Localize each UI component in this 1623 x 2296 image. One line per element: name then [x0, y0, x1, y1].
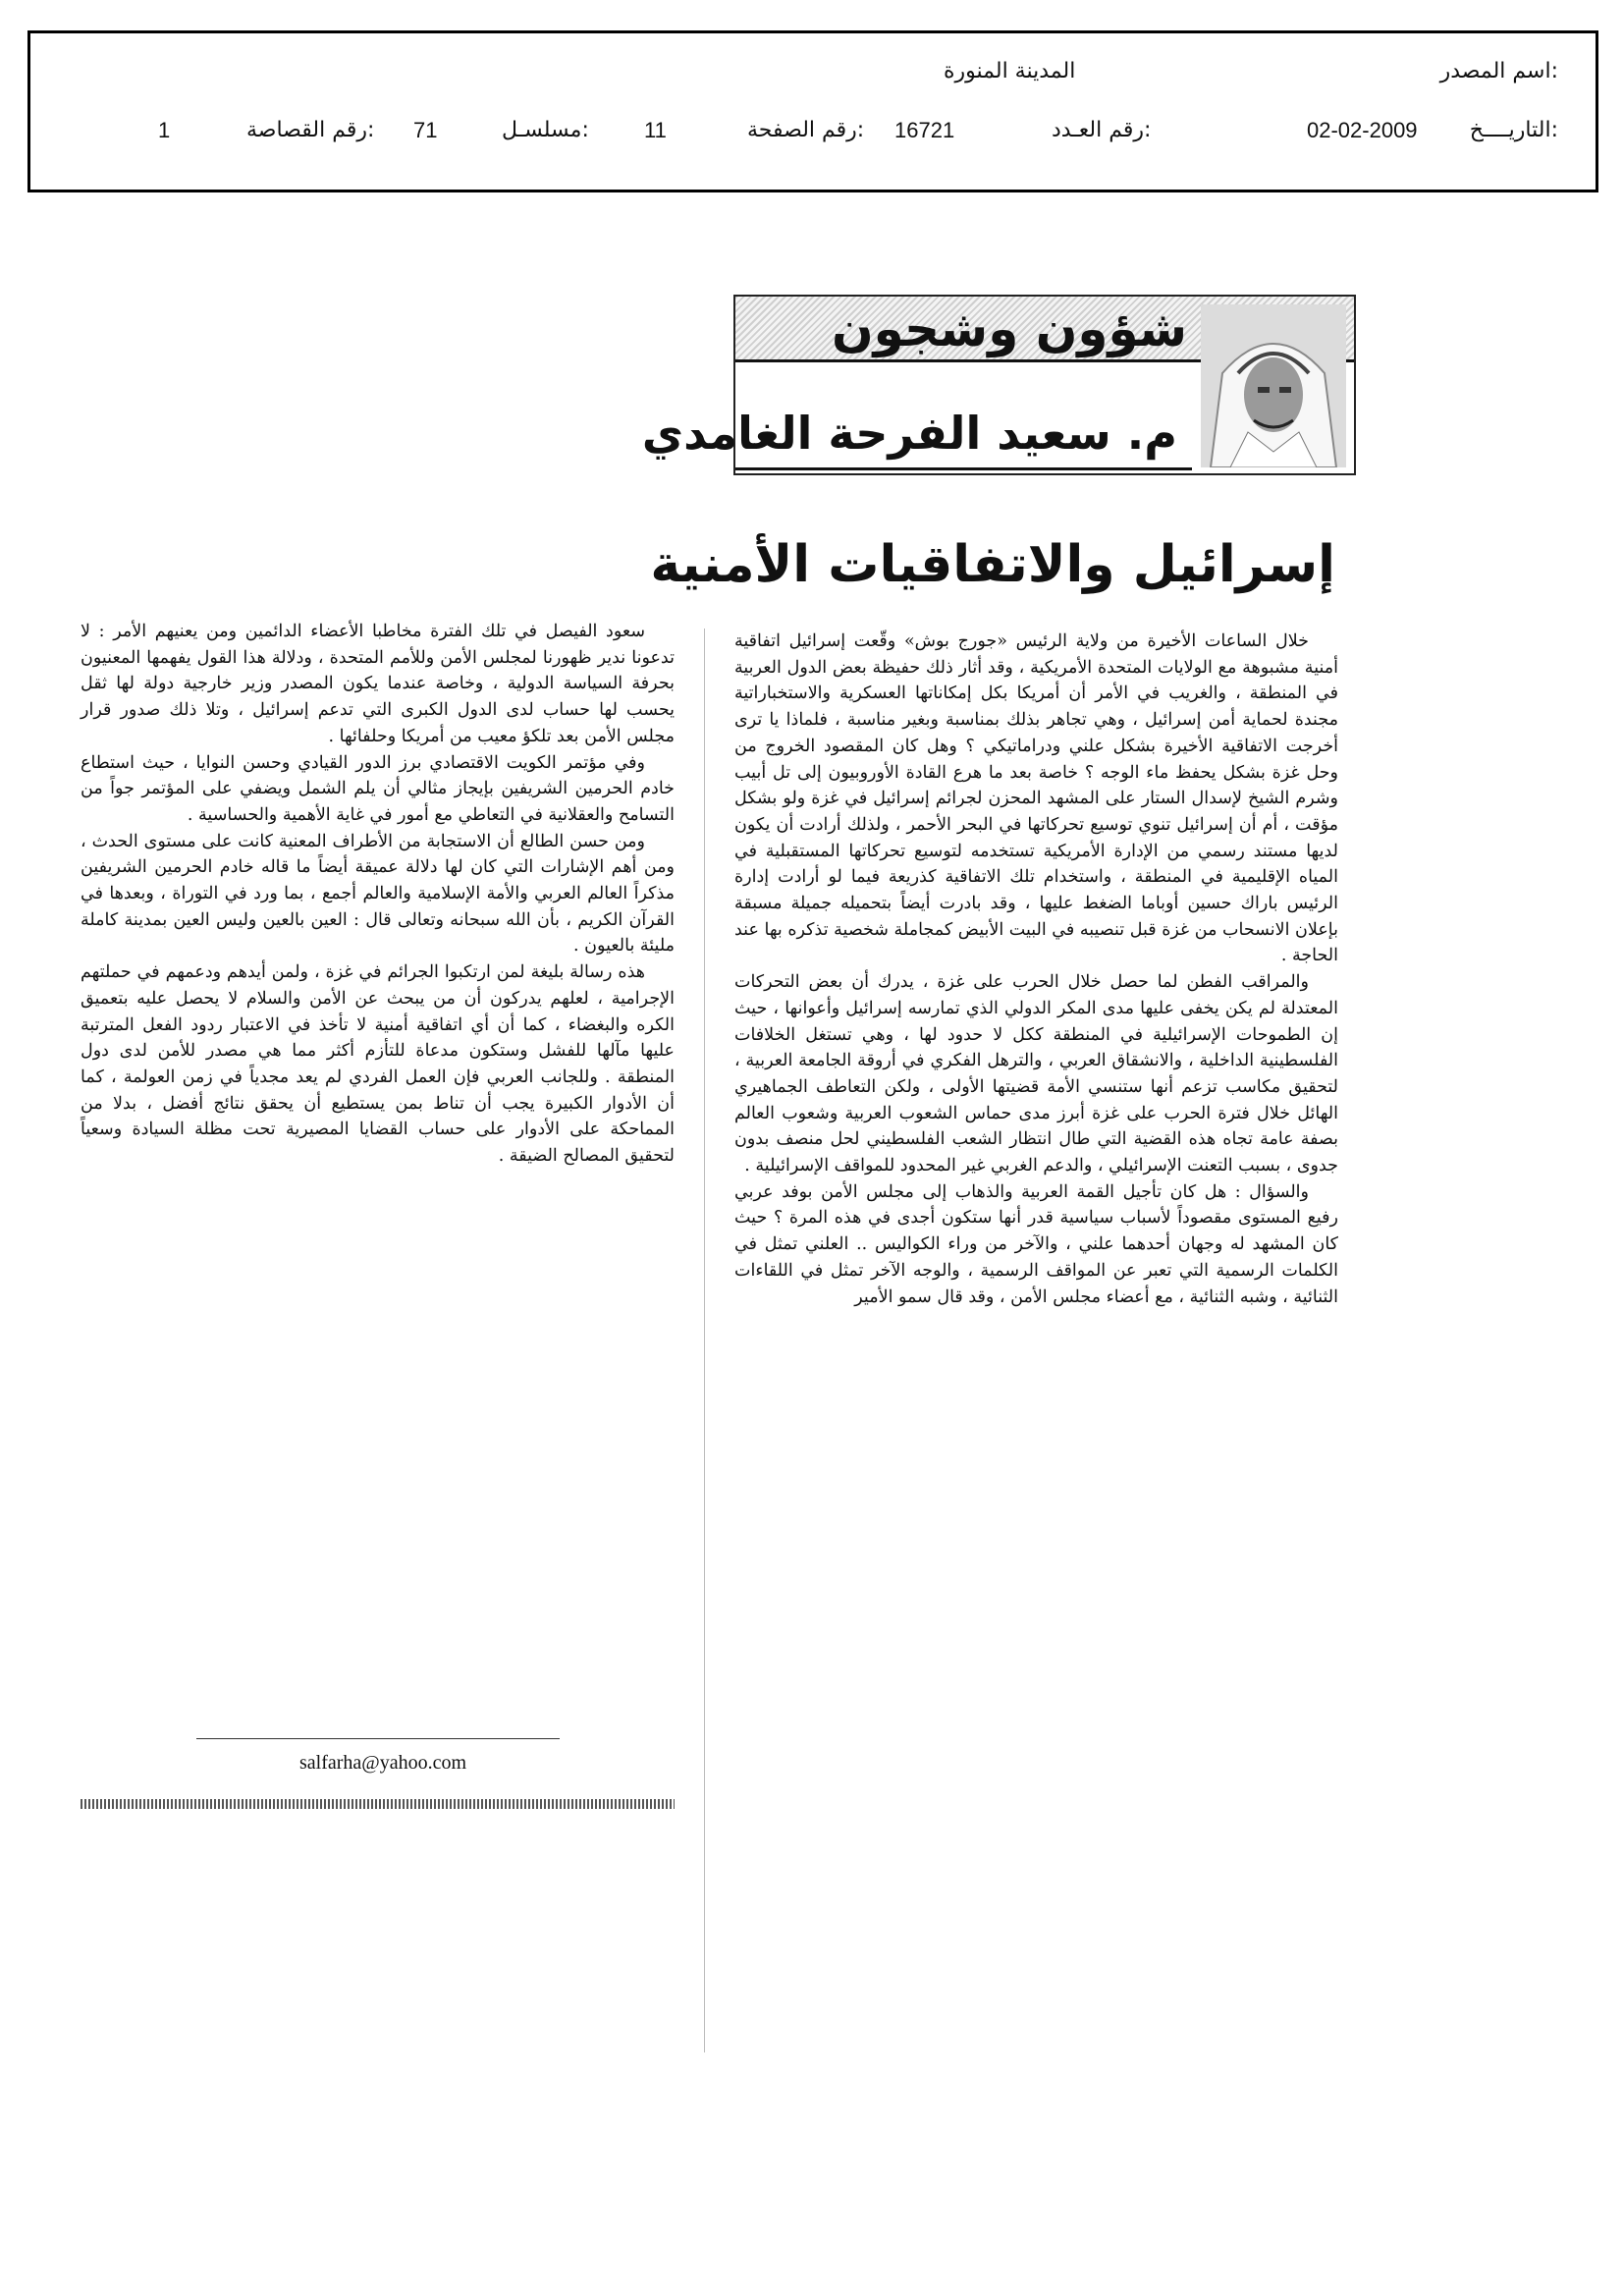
- serial-label: مسلسـل:: [502, 118, 589, 142]
- source-value: المدينة المنورة: [944, 59, 1076, 83]
- column-divider: [704, 629, 705, 2052]
- issue-label: رقم العـدد:: [1052, 118, 1152, 142]
- paragraph: والمراقب الفطن لما حصل خلال الحرب على غزة ، يدرك أن بعض التحركات المعتدلة لم يكن يخفى عليها مدى المكر الدولي الذي تمارسه إسرائيل وأعوانها ، حيث إن الطموحات الإسرائيلية في المنطقة ككل لا حدود لها ، وهي تستغل الخلافات الفلسطينية الداخلية ، والانشقاق العربي ، والترهل الفكري في أروقة الجامعة العربية ، لتحقيق مكاسب تزعم أنها ستنسي الأمة قضيتها الأولى ، ولكن التعاطف الجماهيري الهائل خلال فترة الحرب على غزة أبرز مدى حماس الشعوب العربية وشعوب العالم بصفة عامة تجاه هذه القضية التي طال انتظار الشعب الفلسطيني لحل منصف بدون جدوى ، بسبب التعنت الإسرائيلي ، والدعم الغربي غير المحدود للمواقف الإسرائيلية .: [734, 972, 1338, 1176]
- column-end-rule: [81, 1799, 675, 1809]
- article-headline: إسرائيل والاتفاقيات الأمنية: [650, 535, 1335, 594]
- clipping-header: [27, 30, 1598, 192]
- column-kicker: شؤون وشجون: [832, 301, 1187, 357]
- article-column-left: [81, 619, 675, 1170]
- paragraph: ومن حسن الطالع أن الاستجابة من الأطراف المعنية كانت على مستوى الحدث ، ومن أهم الإشارات التي كان لها دلالة عميقة أيضاً ما قاله خادم الحرمين الشريفين مذكراً العالم العربي والأمة الإسلامية والعالم أجمع ، بما ورد في التوراة ، وبعدها في القرآن الكريم ، بأن الله سبحانه وتعالى قال : العين بالعين وليس العين بمدينة كاملة مليئة بالعيون .: [81, 831, 675, 957]
- page-label: رقم الصفحة:: [747, 118, 865, 142]
- paragraph: والسؤال : هل كان تأجيل القمة العربية والذهاب إلى مجلس الأمن بوفد عربي رفيع المستوى مقصوداً لأسباب سياسية قدر أنها ستكون أجدى في هذه المرة ؟ حيث كان المشهد له وجهان أحدهما علني ، والآخر من وراء الكواليس .. العلني تمثل في الكلمات الرسمية التي تعبر عن المواقف الرسمية ، والوجه الآخر تمثل في اللقاءات الثنائية ، وشبه الثنائية ، مع أعضاء مجلس الأمن ، وقد قال سمو الأمير: [734, 1181, 1338, 1307]
- serial-value: 71: [413, 118, 438, 142]
- column-byline: [641, 295, 1356, 475]
- paragraph: خلال الساعات الأخيرة من ولاية الرئيس «جورج بوش» وقّعت إسرائيل اتفاقية أمنية مشبوهة مع الولايات المتحدة الأمريكية ، وقد أثار ذلك حفيظة بعض الدول العربية في المنطقة ، والغريب في الأمر أن أمريكا بكل إمكاناتها العسكرية والاستخباراتية مجندة لحماية أمن إسرائيل ، وهي تجاهر بذلك بمناسبة وبغير مناسبة ، فلماذا يا ترى أخرجت الاتفاقية الأخيرة بشكل علني ودراماتيكي ؟ وهل كان المقصود الخروج من وحل غزة بشكل يحفظ ماء الوجه ؟ خاصة بعد ما هرع القادة الأوروبيون إلى تل أبيب وشرم الشيخ لإسدال الستار على المشهد المحزن لجرائم إسرائيل في غزة ولو بشكل مؤقت ، أم أن إسرائيل تنوي توسيع تحركاتها في البحر الأحمر ، ولذلك أرادت أن يكون لديها مستند رسمي من الإدارة الأمريكية تستخدمه لتوسيع تحركاتها المستقبلية في المياه الإقليمية في المنطقة ، واستخدام تلك الاتفاقية كذريعة فيما لو أرادت إدارة الرئيس باراك حسين أوباما الضغط عليها ، وقد بادرت أيضاً بتحميله جميلة مسبقة بإعلان الانسحاب من غزة قبل تنصيبه في البيت الأبيض كمجاملة شخصية تذكره بها عند الحاجة .: [734, 631, 1338, 966]
- page-value: 11: [644, 118, 667, 142]
- date-value: 02-02-2009: [1307, 118, 1418, 142]
- author-photo: [1201, 304, 1346, 467]
- author-name: م. سعيد الفرحة الغامدي: [641, 407, 1177, 460]
- paragraph: هذه رسالة بليغة لمن ارتكبوا الجرائم في غزة ، ولمن أيدهم ودعمهم في حملتهم الإجرامية ، لعلهم يدركون أن من يبحث عن الأمن والسلام لا يحصل عليه بتعميق الكره والبغضاء ، كما أن أي اتفاقية أمنية لا تأخذ في الاعتبار ردود الفعل المترتبة عليها مآلها للفشل وستكون مدعاة للتأزم أكثر مما هي مصدر للأمن لدى دول المنطقة . وللجانب العربي فإن العمل الفردي لم يعد مجدياً في زمن العولمة ، كما أن الأدوار الكبيرة يجب أن تناط بمن يستطيع أن يحقق نتائج أفضل ، بدلا من المماحكة على الأدوار على حساب القضايا المصيرية تحت مظلة السيادة وسعياً لتحقيق المصالح الضيقة .: [81, 962, 675, 1167]
- paragraph: سعود الفيصل في تلك الفترة مخاطبا الأعضاء الدائمين ومن يعنيهم الأمر : لا تدعونا ندير ظهورنا لمجلس الأمن وللأمم المتحدة ، ودلالة هذا القول يفهمها المعنيون بحرفة السياسة الدولية ، وخاصة عندما يكون المصدر وزير خارجية دولة لها ثقل يحسب لها حساب لدى الدول الكبرى التي تدعم إسرائيل ، وتلا ذلك صدور قرار مجلس الأمن بعد تلكؤ معيب من أمريكا وحلفائها .: [81, 622, 675, 746]
- article-column-right: [734, 629, 1338, 1310]
- source-label: اسم المصدر:: [1439, 59, 1558, 83]
- paragraph: وفي مؤتمر الكويت الاقتصادي برز الدور القيادي وحسن النوايا ، حيث استطاع خادم الحرمين الشريفين بإيجاز مثالي أن يلم الشمل ويضفي على المؤتمر جواً من التسامح والعقلانية في التعاطي مع أمور في غاية الأهمية والحساسية .: [81, 752, 675, 825]
- issue-value: 16721: [894, 118, 955, 142]
- author-email: salfarha@yahoo.com: [298, 1752, 467, 1774]
- date-label: التاريــــخ:: [1469, 118, 1558, 142]
- author-underline: [735, 467, 1192, 470]
- author-portrait-icon: [1201, 304, 1346, 467]
- clip-value: 1: [158, 118, 171, 142]
- clip-label: رقم القصاصة:: [246, 118, 375, 142]
- email-rule: [196, 1738, 560, 1739]
